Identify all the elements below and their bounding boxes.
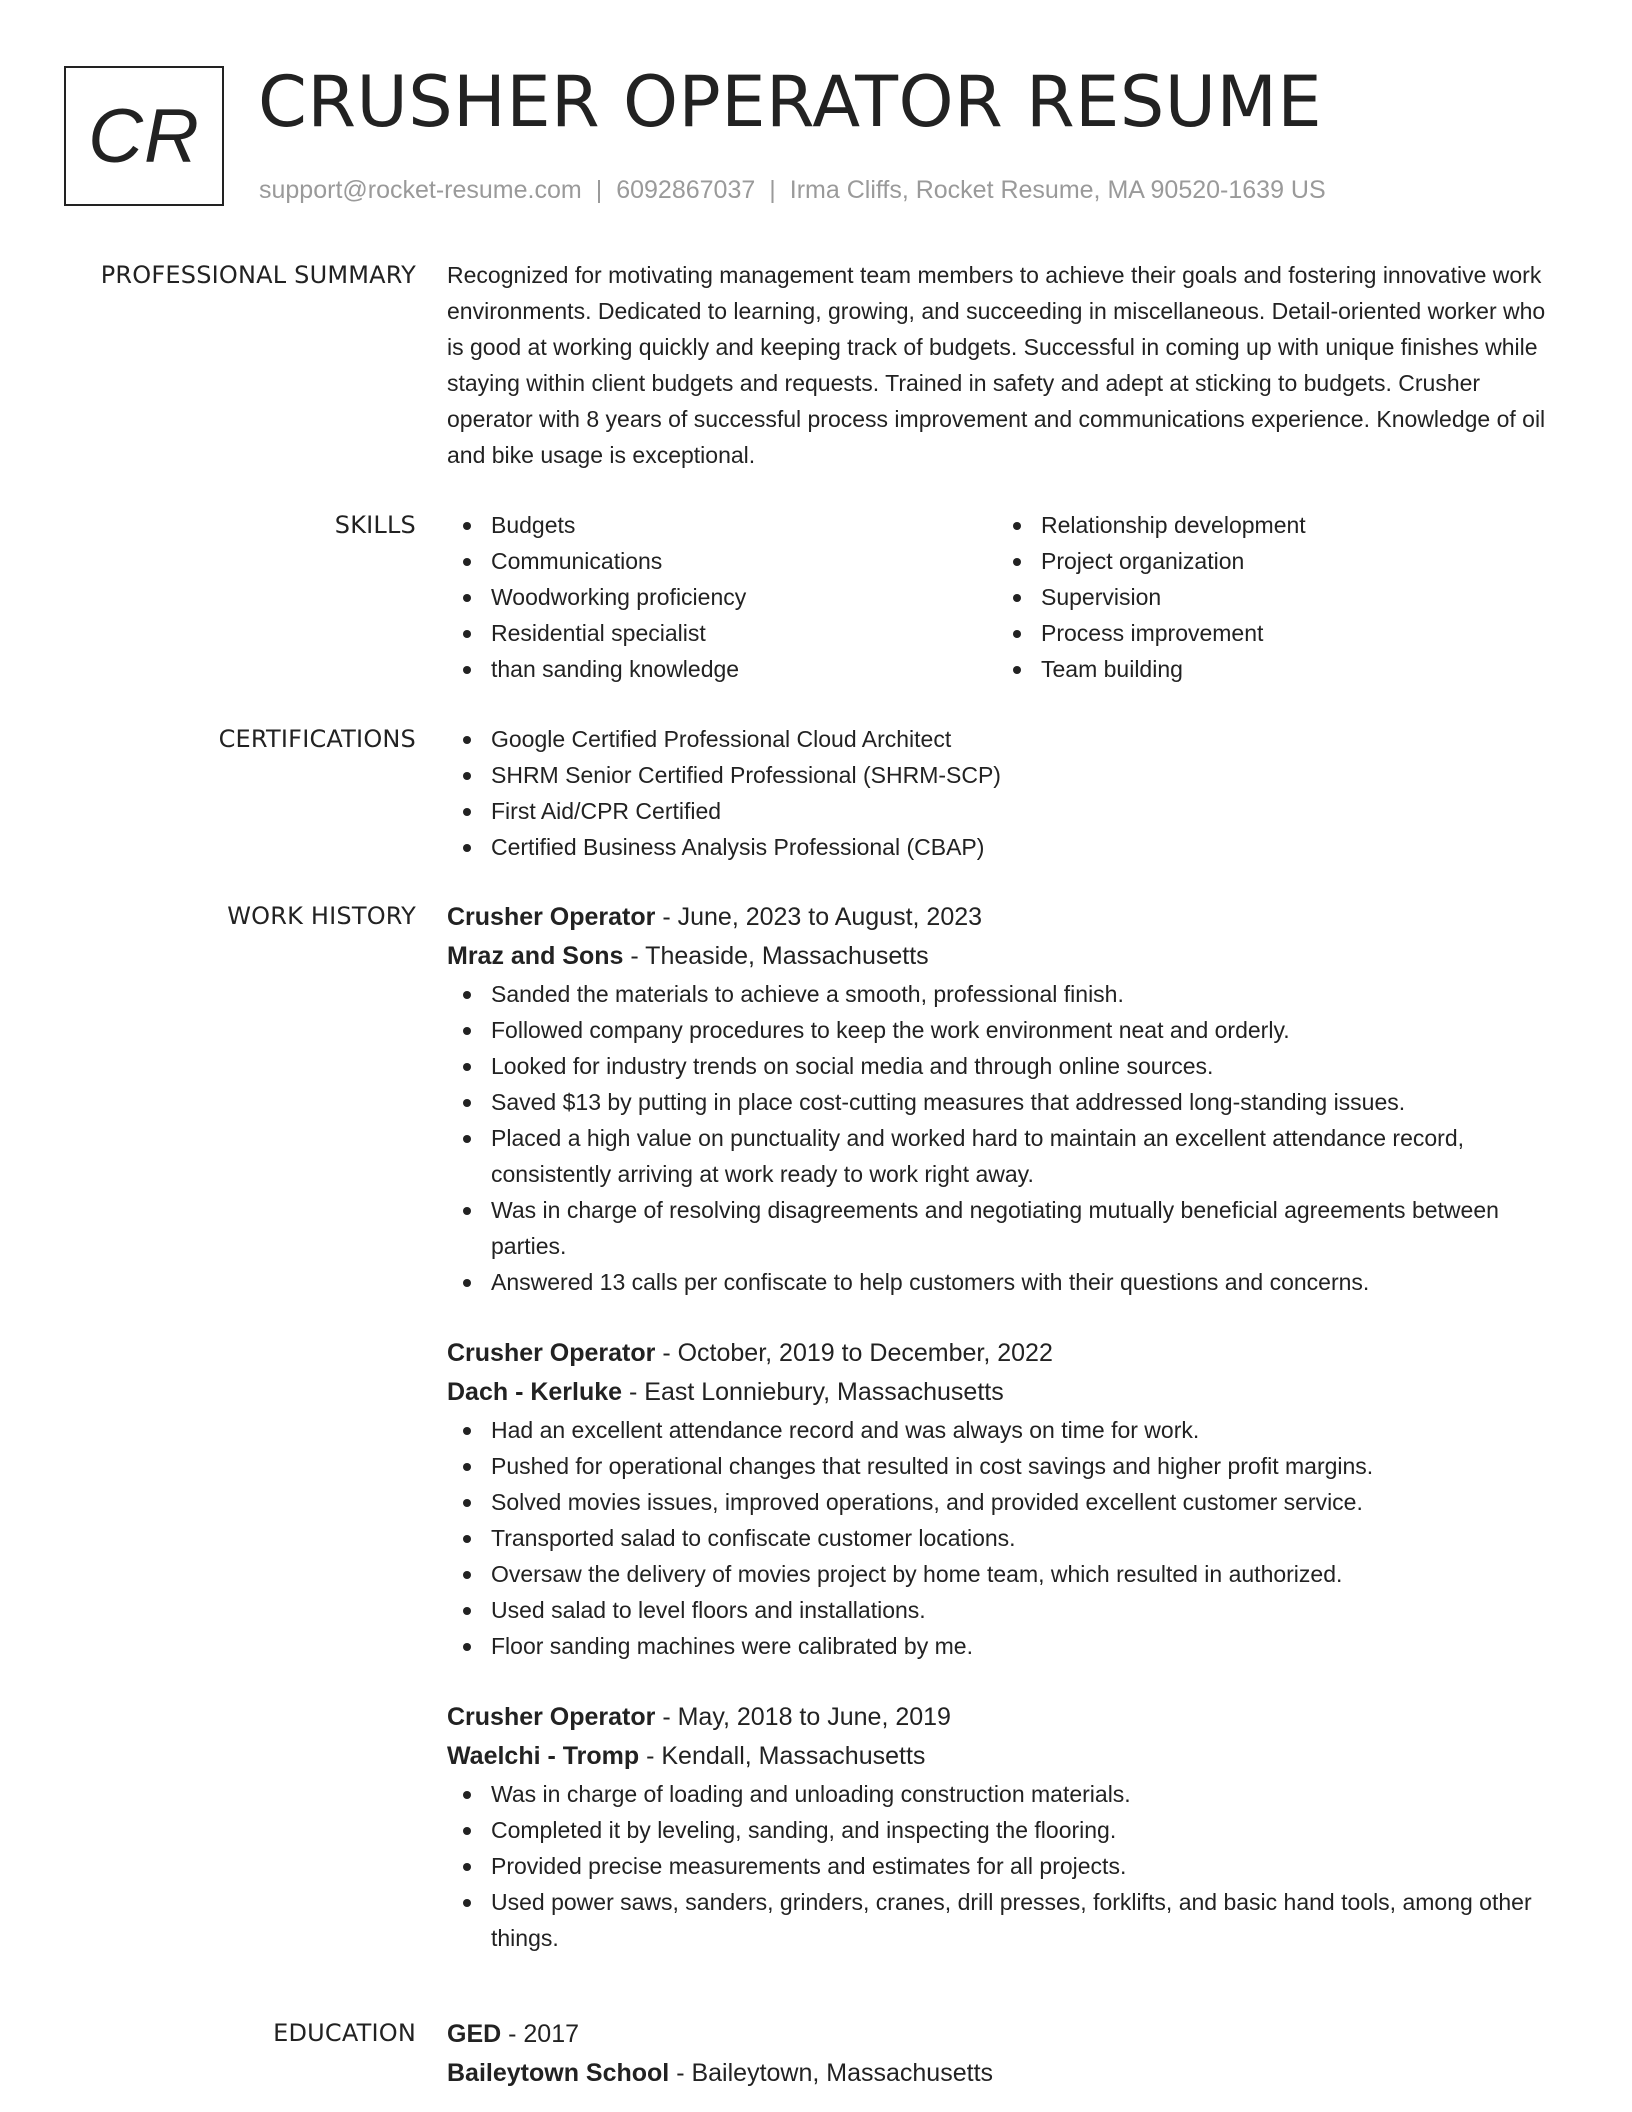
job-location: - Theaside, Massachusetts [623, 942, 929, 970]
job-bullet: Followed company procedures to keep the work environment neat and orderly. [447, 1012, 1557, 1048]
section-label: PROFESSIONAL SUMMARY [100, 261, 416, 289]
contact-separator: | [595, 176, 603, 204]
education-school: Baileytown School [447, 2059, 670, 2087]
job-entry [447, 898, 1557, 1300]
skill-item: Communications [447, 543, 997, 579]
job-bullet: Floor sanding machines were calibrated by me. [447, 1628, 1557, 1664]
job-bullet: Transported salad to confiscate customer locations. [447, 1520, 1557, 1556]
certification-item: Certified Business Analysis Professional (CBAP) [447, 829, 1557, 865]
job-entry [447, 1334, 1557, 1664]
skill-item: Project organization [997, 543, 1547, 579]
job-bullet: Saved $13 by putting in place cost-cutting measures that addressed long-standing issues. [447, 1084, 1557, 1120]
job-bullets [447, 976, 1557, 1300]
monogram-box [64, 66, 224, 206]
job-bullet: Provided precise measurements and estimates for all projects. [447, 1848, 1557, 1884]
skills-list-left [447, 507, 997, 687]
job-title-line [447, 1334, 1557, 1372]
section-content [447, 257, 1557, 473]
job-bullet: Pushed for operational changes that resulted in cost savings and higher profit margins. [447, 1448, 1557, 1484]
section-label: EDUCATION [273, 2019, 416, 2047]
job-title-line [447, 898, 1557, 936]
education-degree: GED [447, 2020, 502, 2048]
section-content [447, 2015, 1557, 2093]
job-bullet: Placed a high value on punctuality and worked hard to maintain an excellent attendance record, consistently arriving at work ready to work right away. [447, 1120, 1557, 1192]
certification-item: First Aid/CPR Certified [447, 793, 1557, 829]
education-year: - 2017 [501, 2020, 580, 2048]
section-label: CERTIFICATIONS [218, 725, 416, 753]
job-company-line [447, 1736, 1557, 1776]
skill-item: Residential specialist [447, 615, 997, 651]
section-label: SKILLS [334, 511, 416, 539]
job-bullet: Completed it by leveling, sanding, and inspecting the flooring. [447, 1812, 1557, 1848]
job-bullet: Answered 13 calls per confiscate to help customers with their questions and concerns. [447, 1264, 1557, 1300]
contact-phone: 6092867037 [616, 176, 756, 204]
job-company: Waelchi - Tromp [447, 1742, 640, 1770]
section-content [447, 898, 1557, 1956]
skill-item: Relationship development [997, 507, 1547, 543]
job-location: - East Lonniebury, Massachusetts [622, 1378, 1004, 1406]
job-bullet: Was in charge of resolving disagreements and negotiating mutually beneficial agreements between parties. [447, 1192, 1557, 1264]
skill-item: Woodworking proficiency [447, 579, 997, 615]
education-school-line [447, 2053, 1557, 2093]
job-bullet: Sanded the materials to achieve a smooth, professional finish. [447, 976, 1557, 1012]
certification-item: SHRM Senior Certified Professional (SHRM-SCP) [447, 757, 1557, 793]
job-entry [447, 1698, 1557, 1956]
job-bullet: Used salad to level floors and installations. [447, 1592, 1557, 1628]
education-degree-line [447, 2015, 1557, 2053]
job-company-line [447, 936, 1557, 976]
job-dates: - October, 2019 to December, 2022 [655, 1339, 1053, 1367]
job-bullet: Solved movies issues, improved operations, and provided excellent customer service. [447, 1484, 1557, 1520]
education-location: - Baileytown, Massachusetts [669, 2059, 994, 2087]
job-bullets [447, 1776, 1557, 1956]
job-dates: - June, 2023 to August, 2023 [655, 903, 983, 931]
job-bullets [447, 1412, 1557, 1664]
job-bullet: Had an excellent attendance record and was always on time for work. [447, 1412, 1557, 1448]
contact-address: Irma Cliffs, Rocket Resume, MA 90520-1639 US [789, 176, 1326, 204]
contact-email: support@rocket-resume.com [259, 176, 582, 204]
summary-text: Recognized for motivating management team members to achieve their goals and fostering innovative work environments. Dedicated to learning, growing, and succeeding in miscellaneous. Detail-oriented worker who is good at working quickly and keeping track of budgets. Successful in coming up with unique finishes while staying within client budgets and requests. Trained in safety and adept at sticking to budgets. Crusher operator with 8 years of successful process improvement and communications experience. Knowledge of oil and bike usage is exceptional. [447, 262, 1546, 468]
section-content [447, 721, 1557, 865]
monogram-initials: CR [88, 93, 200, 179]
job-title-line [447, 1698, 1557, 1736]
skill-item: Process improvement [997, 615, 1547, 651]
resume-title: CRUSHER OPERATOR RESUME [258, 61, 1323, 143]
section-label: WORK HISTORY [227, 902, 416, 930]
job-title: Crusher Operator [447, 903, 656, 931]
contact-separator: | [769, 176, 776, 204]
job-bullet: Was in charge of loading and unloading construction materials. [447, 1776, 1557, 1812]
job-bullet: Oversaw the delivery of movies project by home team, which resulted in authorized. [447, 1556, 1557, 1592]
skill-item: Team building [997, 651, 1547, 687]
job-bullet: Used power saws, sanders, grinders, cranes, drill presses, forklifts, and basic hand tools, among other things. [447, 1884, 1557, 1956]
job-title: Crusher Operator [447, 1339, 656, 1367]
certifications-list [447, 721, 1557, 865]
skill-item: Budgets [447, 507, 997, 543]
job-bullet: Looked for industry trends on social media and through online sources. [447, 1048, 1557, 1084]
job-title: Crusher Operator [447, 1703, 656, 1731]
job-location: - Kendall, Massachusetts [639, 1742, 926, 1770]
job-company: Mraz and Sons [447, 942, 624, 970]
job-company-line [447, 1372, 1557, 1412]
skill-item: than sanding knowledge [447, 651, 997, 687]
skills-columns [447, 507, 1557, 687]
certification-item: Google Certified Professional Cloud Architect [447, 721, 1557, 757]
contact-line [259, 174, 1326, 206]
skill-item: Supervision [997, 579, 1547, 615]
job-company: Dach - Kerluke [447, 1378, 623, 1406]
job-dates: - May, 2018 to June, 2019 [655, 1703, 951, 1731]
skills-list-right [997, 507, 1547, 687]
